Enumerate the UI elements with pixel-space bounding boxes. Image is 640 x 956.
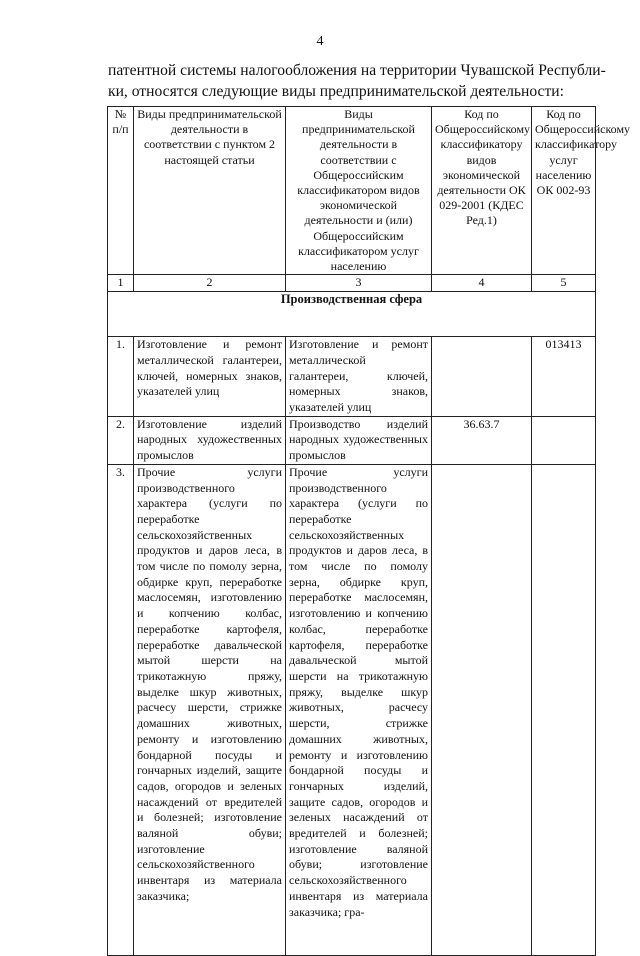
column-number: 2 [134, 275, 286, 292]
table-header-row [108, 107, 596, 275]
row-okved-activity: Изготовление и ремонт металлической галантереи, ключей, номерных знаков, указателей улиц [286, 337, 432, 417]
column-number: 3 [286, 275, 432, 292]
row-activity: Изготовление и ремонт металлической галантереи, ключей, номерных знаков, указателей улиц [134, 337, 286, 417]
row-okved-code [432, 337, 532, 417]
header-okved-code: Код по Общероссийскому классификатору видов экономической деятельности ОК 029-2001 (КДЕС Ред.1) [432, 107, 532, 275]
header-okved-activity: Виды предпринимательской деятельности в соответствии с Общероссийским классификатором видов экономической деятельности и (или) Общероссийским классификатором услуг населению [286, 107, 432, 275]
header-activity: Виды предпринимательской деятельности в соответствии с пунктом 2 настоящей статьи [134, 107, 286, 275]
section-title: Производственная сфера [108, 292, 596, 337]
row-okun-code [532, 464, 596, 955]
header-okun-code: Код по Общероссийскому классификатору услуг населению ОК 002-93 [532, 107, 596, 275]
intro-paragraph [108, 60, 606, 102]
header-number: № п/п [108, 107, 134, 275]
row-okun-code: 013413 [532, 337, 596, 417]
row-activity: Прочие услуги производственного характера (услуги по переработке сельскохозяйственных продуктов и даров леса, в том числе по помолу зерна, обдирке круп, переработке маслосемян, изготовлению и копчению колбас, переработке картофеля, переработке давальческой мытой шерсти на трикотажную пряжу, выделке шкур животных, расчесу шерсти, стрижке домашних животных, ремонту и изготовлению бондарной посуды и гончарных изделий, защите садов, огородов и зеленых насаждений от вредителей и болезней; изготовление валяной обуви; изготовление сельскохозяйственного инвентаря из материала заказчика; [134, 464, 286, 955]
column-number: 4 [432, 275, 532, 292]
intro-line-2: ки, относятся следующие виды предпринимательской деятельности: [108, 83, 564, 100]
table-row [108, 416, 596, 464]
table-row [108, 464, 596, 955]
column-number: 5 [532, 275, 596, 292]
row-okved-code: 36.63.7 [432, 416, 532, 464]
table-row [108, 337, 596, 417]
activities-table [107, 106, 631, 956]
row-activity: Изготовление изделий народных художественных промыслов [134, 416, 286, 464]
row-okun-code [532, 416, 596, 464]
row-okved-activity: Производство изделий народных художественных промыслов [286, 416, 432, 464]
row-number: 1. [108, 337, 134, 417]
section-row [108, 292, 596, 337]
column-number: 1 [108, 275, 134, 292]
intro-line-1: патентной системы налогообложения на территории Чувашской Республи- [108, 62, 606, 79]
row-number: 3. [108, 464, 134, 955]
row-number: 2. [108, 416, 134, 464]
page-number: 4 [316, 34, 324, 49]
column-number-row [108, 275, 596, 292]
row-okved-code [432, 464, 532, 955]
row-okved-activity: Прочие услуги производственного характера (услуги по переработке сельскохозяйственных продуктов и даров леса, в том числе по помолу зерна, обдирке круп, переработке маслосемян, изготовлению и копчению колбас, переработке картофеля, переработке давальческой мытой шерсти на трикотажную пряжу, выделке шкур животных, расчесу шерсти, стрижке домашних животных, ремонту и изготовлению бондарной посуды и гончарных изделий, защите садов, огородов и зеленых насаждений от вредителей и болезней; изготовление валяной обуви; изготовление сельскохозяйственного инвентаря из материала заказчика; гра- [286, 464, 432, 955]
